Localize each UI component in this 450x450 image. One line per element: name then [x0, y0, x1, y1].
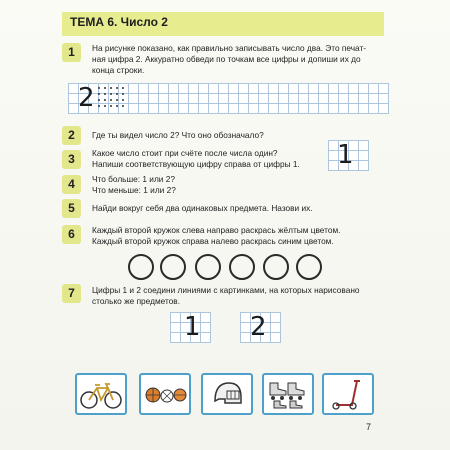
task-7-digit-two[interactable]: 2: [250, 312, 267, 342]
trace-dot: [98, 99, 100, 101]
task-2-line-1: Где ты видел число 2? Что оно обозначало?: [92, 130, 264, 140]
task-number-7: 7: [62, 284, 81, 303]
trace-dot: [122, 93, 124, 95]
trace-dot: [116, 87, 118, 89]
task-7-digit-one[interactable]: 1: [184, 312, 201, 342]
picture-card-bicycle[interactable]: [75, 373, 127, 415]
task-4-line-2: Что меньше: 1 или 2?: [92, 185, 176, 195]
task-4-line-1: Что больше: 1 или 2?: [92, 174, 175, 184]
picture-card-roller-skates[interactable]: [262, 373, 314, 415]
task-5-line-1: Найди вокруг себя два одинаковых предмета. Назови их.: [92, 203, 313, 213]
task-7-line-1: Цифры 1 и 2 соедини линиями с картинками, на которых нарисовано: [92, 285, 360, 295]
picture-card-scooter[interactable]: [322, 373, 374, 415]
trace-dot: [122, 99, 124, 101]
coloring-circle-5[interactable]: [263, 254, 289, 280]
trace-dot: [122, 105, 124, 107]
task-6-line-2: Каждый второй кружок справа налево раскрась синим цветом.: [92, 236, 334, 246]
trace-dot: [104, 87, 106, 89]
trace-dot: [104, 93, 106, 95]
trace-dot: [98, 105, 100, 107]
task-3-line-1: Какое число стоит при счёте после числа один?: [92, 148, 278, 158]
page-title: ТЕМА 6. Число 2: [70, 15, 168, 29]
coloring-circle-6[interactable]: [296, 254, 322, 280]
task-1-line-1: На рисунке показано, как правильно записывать число два. Это печат-: [92, 43, 367, 53]
task-4-text: [92, 174, 392, 196]
coloring-circle-2[interactable]: [160, 254, 186, 280]
trace-dot: [110, 105, 112, 107]
trace-dot: [104, 105, 106, 107]
task-number-6: 6: [62, 225, 81, 244]
trace-dot: [104, 99, 106, 101]
task-1-line-2: ная цифра 2. Аккуратно обведи по точкам все цифры и допиши их до: [92, 54, 361, 64]
task-7-text: [92, 285, 392, 307]
coloring-circle-4[interactable]: [229, 254, 255, 280]
task-number-3: 3: [62, 150, 81, 169]
picture-card-balls[interactable]: [139, 373, 191, 415]
task-6-text: [92, 225, 392, 247]
trace-dot: [116, 99, 118, 101]
task-1-text: [92, 43, 392, 76]
coloring-circle-1[interactable]: [128, 254, 154, 280]
bicycle-icon: [77, 375, 125, 413]
task-5-text: [92, 203, 392, 214]
task-number-2: 2: [62, 126, 81, 145]
page-number: 7: [366, 422, 372, 432]
task-number-5: 5: [62, 199, 81, 218]
roller-skates-icon: [264, 375, 312, 413]
trace-dot: [122, 87, 124, 89]
task-6-line-1: Каждый второй кружок слева направо раскрась жёлтым цветом.: [92, 225, 341, 235]
trace-dot: [116, 105, 118, 107]
trace-dot: [110, 99, 112, 101]
task-1-sample-digit: 2: [78, 83, 95, 113]
task-number-1: 1: [62, 43, 81, 62]
task-3-given-digit: 1: [337, 140, 354, 170]
task-number-4: 4: [62, 175, 81, 194]
scooter-icon: [324, 375, 372, 413]
task-1-line-3: конца строки.: [92, 65, 145, 75]
picture-card-helmet[interactable]: [201, 373, 253, 415]
coloring-circle-3[interactable]: [195, 254, 221, 280]
trace-dot: [116, 93, 118, 95]
task-7-line-2: столько же предметов.: [92, 296, 181, 306]
trace-dot: [98, 87, 100, 89]
trace-dot: [110, 87, 112, 89]
trace-dot: [110, 93, 112, 95]
balls-icon: [141, 375, 189, 413]
helmet-icon: [203, 375, 251, 413]
trace-dot: [98, 93, 100, 95]
task-3-line-2: Напиши соответствующую цифру справа от цифры 1.: [92, 159, 300, 169]
